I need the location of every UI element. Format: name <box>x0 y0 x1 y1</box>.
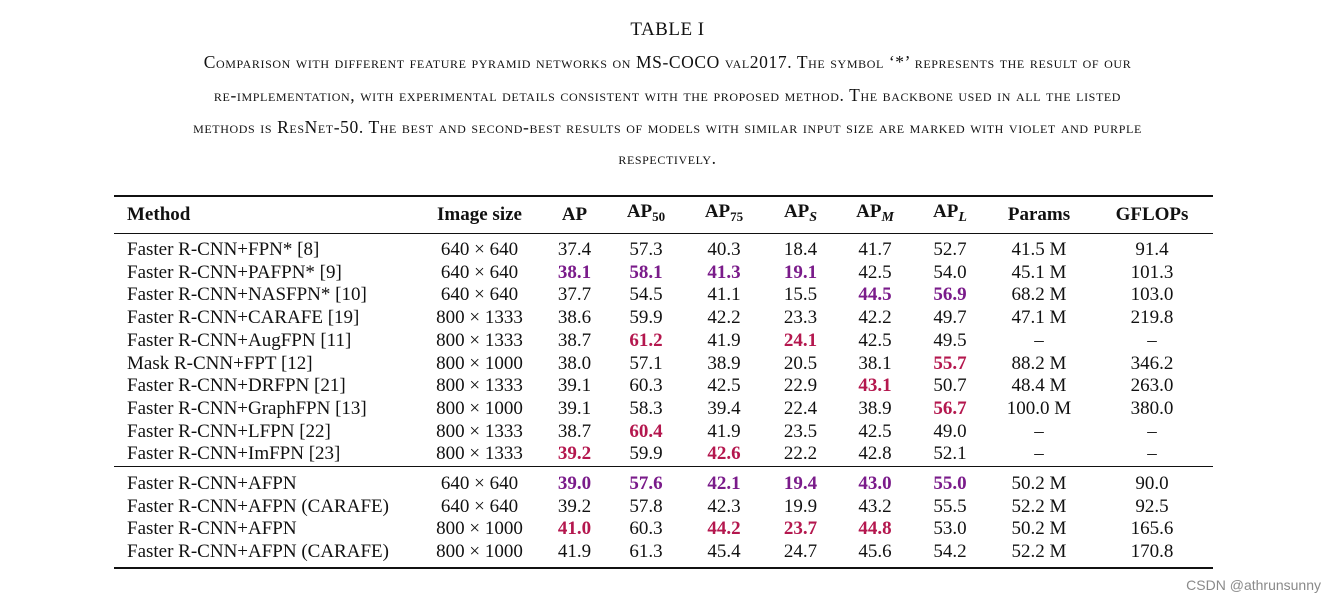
cell-apl: 54.0 <box>933 261 967 283</box>
header-apm-subscript: M <box>881 209 894 225</box>
cell-ap50: 61.2 <box>629 329 663 351</box>
cell-aps: 23.7 <box>783 518 818 540</box>
cell-image-size: 800 × 1000 <box>436 518 523 540</box>
cell-method: Mask R-CNN+FPT [12] <box>127 352 313 374</box>
cell-image-size: 800 × 1333 <box>436 307 523 329</box>
cell-ap: 38.1 <box>557 261 592 283</box>
cell-ap50: 57.6 <box>608 467 684 496</box>
cell-method: Faster R-CNN+LFPN [22] <box>127 420 331 442</box>
cell-ap75: 41.9 <box>707 420 741 442</box>
header-aps <box>764 196 837 234</box>
watermark: CSDN @athrunsunny <box>1186 577 1321 593</box>
cell-gflops: 165.6 <box>1130 518 1174 540</box>
cell-apl: 49.7 <box>933 307 967 329</box>
cell-apm: 41.7 <box>858 239 892 260</box>
cell-ap: 38.7 <box>557 420 592 442</box>
cell-aps: 19.4 <box>764 467 837 496</box>
table-row <box>114 421 1213 444</box>
cell-gflops: 91.4 <box>1135 239 1169 260</box>
header-ap75-subscript: 75 <box>730 209 744 225</box>
cell-gflops: 263.0 <box>1130 375 1174 397</box>
cell-apl: 56.7 <box>933 397 967 419</box>
cell-method: Faster R-CNN+AFPN (CARAFE) <box>127 495 389 517</box>
cell-params: 41.5 M <box>1011 239 1067 260</box>
cell-params: – <box>1034 329 1044 351</box>
cell-image-size: 800 × 1333 <box>436 420 523 442</box>
header-apl <box>913 196 987 234</box>
header-row <box>114 196 1213 234</box>
table-row <box>114 398 1213 421</box>
results-table <box>114 195 1213 569</box>
cell-aps: 22.4 <box>783 397 818 419</box>
cell-method: Faster R-CNN+AugFPN [11] <box>127 329 352 351</box>
cell-gflops: 380.0 <box>1130 397 1174 419</box>
cell-aps: 24.1 <box>783 329 818 351</box>
cell-gflops: 103.0 <box>1130 284 1174 306</box>
header-params <box>987 196 1091 234</box>
header-apl-label: AP <box>933 200 959 222</box>
cell-apm: 42.2 <box>858 307 892 329</box>
cell-ap50: 57.8 <box>629 495 663 517</box>
header-ap <box>541 196 608 234</box>
header-ap50 <box>608 196 684 234</box>
table-row <box>114 443 1213 466</box>
cell-method: Faster R-CNN+AFPN (CARAFE) <box>114 541 418 568</box>
table-row <box>114 496 1213 519</box>
cell-ap: 38.0 <box>557 352 592 374</box>
header-ap50-subscript: 50 <box>652 209 666 225</box>
cell-method: Faster R-CNN+AFPN <box>114 467 418 496</box>
cell-ap: 39.2 <box>557 443 592 465</box>
cell-method: Faster R-CNN+FPN* [8] <box>127 239 320 260</box>
header-method <box>114 196 418 234</box>
header-method-label: Method <box>127 203 191 225</box>
header-aps-subscript: S <box>809 209 818 225</box>
cell-gflops: 101.3 <box>1130 261 1174 283</box>
cell-ap: 39.0 <box>541 467 608 496</box>
cell-apm: 45.6 <box>837 541 913 568</box>
cell-ap75: 41.9 <box>707 329 741 351</box>
cell-image-size: 640 × 640 <box>440 239 519 260</box>
cell-ap50: 60.4 <box>629 420 663 442</box>
cell-params: 50.2 M <box>1011 518 1067 540</box>
header-gflops <box>1091 196 1213 234</box>
cell-ap50: 54.5 <box>629 284 663 306</box>
table-row <box>114 467 1213 496</box>
cell-aps: 23.3 <box>783 307 818 329</box>
cell-gflops: 346.2 <box>1130 352 1174 374</box>
cell-ap50: 58.3 <box>629 397 663 419</box>
table-row <box>114 518 1213 541</box>
cell-ap50: 60.3 <box>629 375 663 397</box>
cell-image-size: 640 × 640 <box>418 467 541 496</box>
table-row <box>114 353 1213 376</box>
cell-ap: 38.7 <box>557 329 592 351</box>
cell-method: Faster R-CNN+PAFPN* [9] <box>127 261 342 283</box>
cell-ap75: 42.5 <box>707 375 741 397</box>
cell-gflops: – <box>1147 443 1157 465</box>
header-ap50-label: AP <box>626 201 653 223</box>
cell-apl: 52.7 <box>933 239 967 260</box>
cell-ap: 37.7 <box>557 284 592 306</box>
cell-gflops: 219.8 <box>1130 307 1174 329</box>
cell-gflops: – <box>1147 329 1157 351</box>
cell-apl: 55.5 <box>933 495 967 517</box>
cell-gflops: 90.0 <box>1091 467 1213 496</box>
cell-aps: 20.5 <box>783 352 818 374</box>
cell-method: Faster R-CNN+AFPN <box>127 518 297 540</box>
cell-aps: 18.4 <box>783 239 818 260</box>
cell-ap50: 60.3 <box>629 518 663 540</box>
cell-aps: 22.9 <box>783 375 818 397</box>
cell-params: 50.2 M <box>987 467 1091 496</box>
cell-ap50: 57.1 <box>629 352 663 374</box>
cell-aps: 19.1 <box>783 261 818 283</box>
cell-params: 88.2 M <box>1011 352 1067 374</box>
cell-params: 52.2 M <box>987 541 1091 568</box>
cell-ap75: 40.3 <box>707 239 741 260</box>
table-row <box>114 375 1213 398</box>
header-aps-label: AP <box>783 200 810 222</box>
cell-method: Faster R-CNN+CARAFE [19] <box>127 307 360 329</box>
cell-apm: 42.5 <box>858 261 892 283</box>
cell-apm: 38.1 <box>858 352 892 374</box>
table-body <box>114 234 1213 568</box>
cell-apm: 44.5 <box>858 284 892 306</box>
cell-ap50: 57.3 <box>629 239 663 260</box>
caption-line-3: methods is ResNet-50. The best and second-best results of models with similar input size are marked with violet and purple <box>193 117 1142 137</box>
cell-ap50: 61.3 <box>608 541 684 568</box>
cell-ap75: 44.2 <box>707 518 741 540</box>
header-gflops-label: GFLOPs <box>1115 203 1189 225</box>
table-row <box>114 262 1213 285</box>
header-params-label: Params <box>1007 203 1071 225</box>
table-row <box>114 541 1213 568</box>
cell-method: Faster R-CNN+ImFPN [23] <box>127 443 341 465</box>
cell-gflops: – <box>1147 420 1157 442</box>
cell-ap50: 59.9 <box>629 307 663 329</box>
cell-params: 52.2 M <box>1011 495 1067 517</box>
cell-apm: 44.8 <box>858 518 892 540</box>
cell-apm: 42.8 <box>858 443 892 465</box>
cell-image-size: 800 × 1333 <box>436 375 523 397</box>
cell-method: Faster R-CNN+GraphFPN [13] <box>127 397 367 419</box>
cell-ap75: 41.1 <box>707 284 741 306</box>
cell-aps: 15.5 <box>783 284 818 306</box>
header-ap75-label: AP <box>704 201 731 223</box>
cell-params: 100.0 M <box>1006 397 1072 419</box>
cell-apl: 49.5 <box>933 329 967 351</box>
cell-params: – <box>1034 420 1044 442</box>
cell-params: 45.1 M <box>1011 261 1067 283</box>
cell-apl: 55.7 <box>933 352 967 374</box>
cell-ap75: 39.4 <box>707 397 741 419</box>
cell-apl: 52.1 <box>933 443 967 465</box>
cell-apm: 43.2 <box>858 495 892 517</box>
cell-ap: 39.2 <box>557 495 592 517</box>
cell-apl: 49.0 <box>933 420 967 442</box>
cell-ap75: 38.9 <box>707 352 741 374</box>
caption-line-4: respectively. <box>618 148 717 168</box>
cell-image-size: 800 × 1333 <box>436 329 523 351</box>
table-row <box>114 330 1213 353</box>
cell-image-size: 800 × 1000 <box>436 352 523 374</box>
cell-method: Faster R-CNN+NASFPN* [10] <box>127 284 367 306</box>
cell-apl: 53.0 <box>933 518 967 540</box>
cell-ap75: 42.3 <box>707 495 741 517</box>
header-apm <box>837 196 913 234</box>
table-row <box>114 284 1213 307</box>
cell-apm: 43.1 <box>858 375 892 397</box>
cell-apl: 54.2 <box>913 541 987 568</box>
cell-image-size: 640 × 640 <box>440 284 519 306</box>
header-apm-label: AP <box>856 200 882 222</box>
cell-ap: 41.0 <box>557 518 592 540</box>
cell-apm: 43.0 <box>837 467 913 496</box>
cell-aps: 19.9 <box>783 495 818 517</box>
cell-image-size: 640 × 640 <box>440 261 519 283</box>
cell-ap75: 42.6 <box>707 443 741 465</box>
cell-apl: 56.9 <box>933 284 967 306</box>
cell-apl: 50.7 <box>933 375 967 397</box>
cell-ap: 39.1 <box>557 375 592 397</box>
cell-apm: 42.5 <box>858 329 892 351</box>
cell-method: Faster R-CNN+DRFPN [21] <box>127 375 346 397</box>
cell-ap75: 41.3 <box>707 261 741 283</box>
cell-apm: 38.9 <box>858 397 892 419</box>
cell-aps: 24.7 <box>764 541 837 568</box>
header-ap-label: AP <box>561 203 588 225</box>
cell-ap: 39.1 <box>557 397 592 419</box>
cell-aps: 22.2 <box>783 443 818 465</box>
cell-ap: 37.4 <box>557 239 592 260</box>
cell-ap75: 45.4 <box>684 541 764 568</box>
cell-ap: 38.6 <box>557 307 592 329</box>
cell-params: 47.1 M <box>1011 307 1067 329</box>
table-number: TABLE I <box>630 19 705 40</box>
cell-image-size: 800 × 1000 <box>436 397 523 419</box>
header-ap75 <box>684 196 764 234</box>
cell-params: – <box>1034 443 1044 465</box>
cell-ap75: 42.1 <box>684 467 764 496</box>
cell-params: 48.4 M <box>1011 375 1067 397</box>
cell-ap50: 58.1 <box>629 261 663 283</box>
cell-ap50: 59.9 <box>629 443 663 465</box>
cell-image-size: 800 × 1333 <box>436 443 523 465</box>
header-apl-subscript: L <box>958 209 967 225</box>
caption-line-2: re-implementation, with experimental details consistent with the proposed method. The backbone used in all the listed <box>213 85 1122 105</box>
cell-params: 68.2 M <box>1011 284 1067 306</box>
cell-ap75: 42.2 <box>707 307 741 329</box>
cell-ap: 41.9 <box>541 541 608 568</box>
cell-gflops: 92.5 <box>1135 495 1169 517</box>
table-row <box>114 307 1213 330</box>
cell-image-size: 640 × 640 <box>440 495 519 517</box>
cell-image-size: 800 × 1000 <box>418 541 541 568</box>
header-image-size-label: Image size <box>437 203 522 225</box>
cell-apm: 42.5 <box>858 420 892 442</box>
header-image-size <box>418 196 541 234</box>
cell-aps: 23.5 <box>783 420 818 442</box>
cell-gflops: 170.8 <box>1091 541 1213 568</box>
cell-apl: 55.0 <box>913 467 987 496</box>
caption-line-1: Comparison with different feature pyramid networks on MS-COCO val2017. The symbol ‘*’ represents the result of our <box>203 52 1132 72</box>
table-row <box>114 234 1213 262</box>
